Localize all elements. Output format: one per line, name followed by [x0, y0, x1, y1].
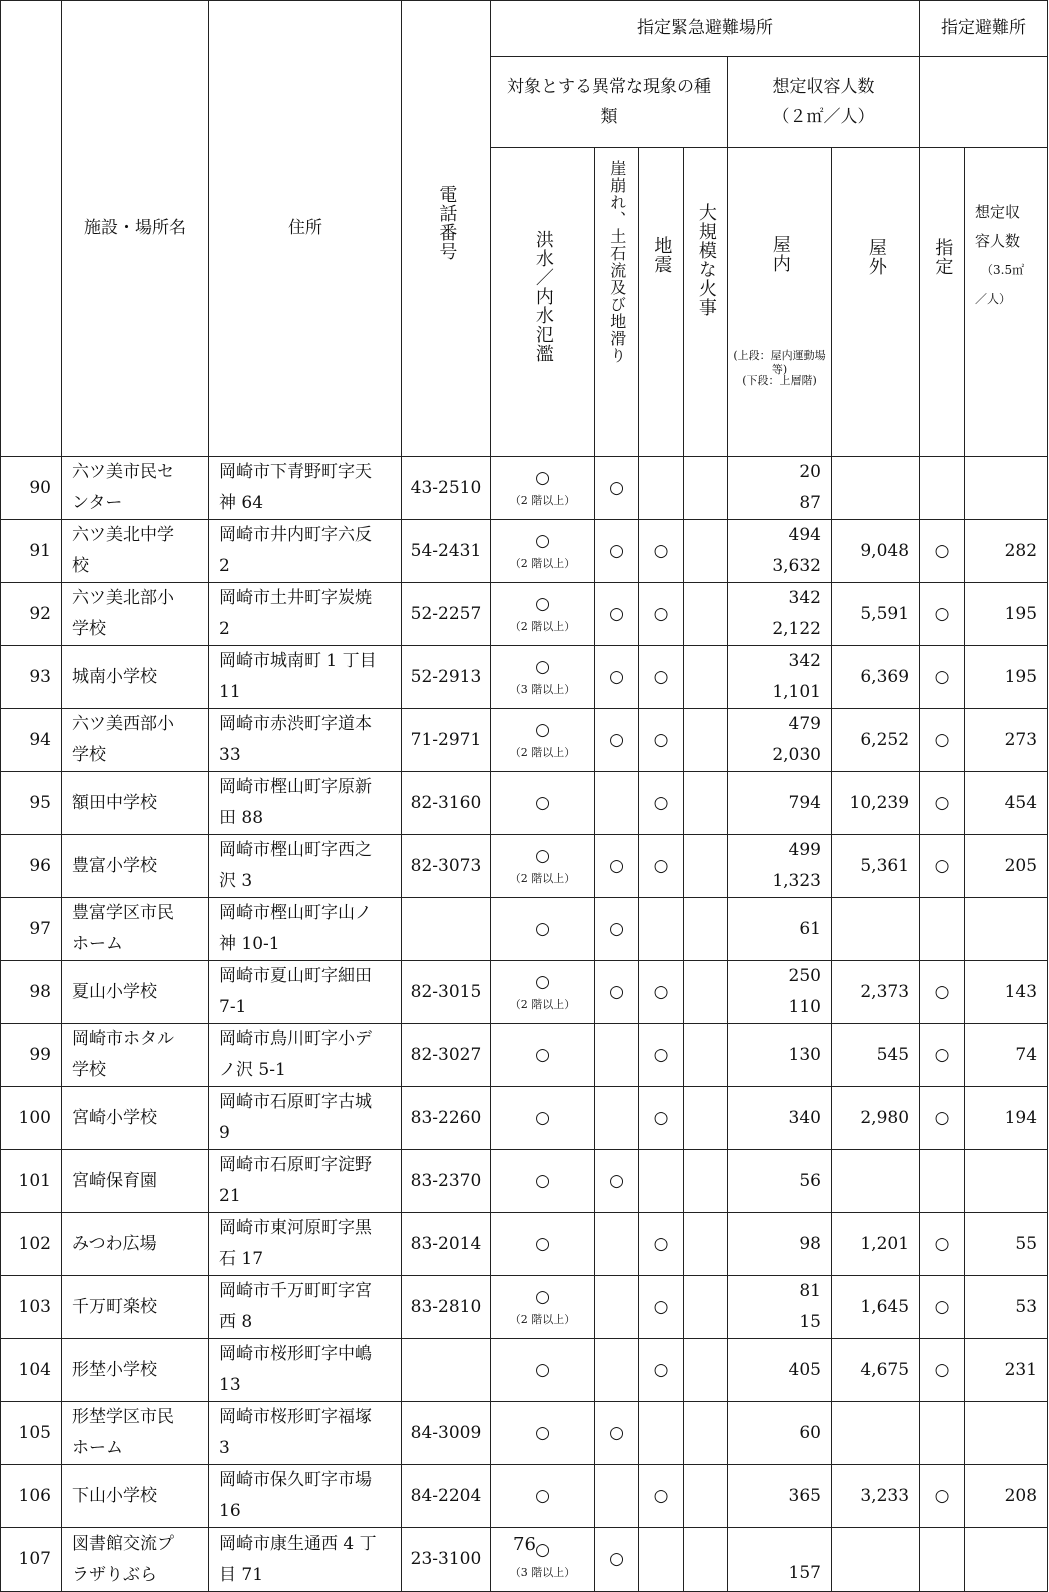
landslide-mark [595, 772, 639, 835]
facility-address: 岡崎市東河原町字黒 石 17 [209, 1213, 402, 1276]
flood-mark: ○ [491, 1402, 595, 1465]
outdoor-capacity: 4,675 [832, 1339, 920, 1402]
earthquake-mark [639, 1150, 684, 1213]
outdoor-capacity: 9,048 [832, 520, 920, 583]
facility-name: 岡崎市ホタル 学校 [62, 1024, 209, 1087]
phone-number: 71-2971 [402, 709, 491, 772]
table-row [1, 961, 1048, 1024]
landslide-mark: ○ [595, 1528, 639, 1592]
flood-mark: ○ （2 階以上） [491, 961, 595, 1024]
designated-mark: ○ [920, 1024, 965, 1087]
row-number: 92 [1, 583, 62, 646]
designated-mark: ○ [920, 961, 965, 1024]
facility-name: 宮崎小学校 [62, 1087, 209, 1150]
row-number: 93 [1, 646, 62, 709]
landslide-mark: ○ [595, 961, 639, 1024]
facility-name: 下山小学校 [62, 1465, 209, 1528]
phone-number: 83-2260 [402, 1087, 491, 1150]
designated-mark: ○ [920, 520, 965, 583]
table-row [1, 520, 1048, 583]
header-outdoor: 屋外 [832, 148, 920, 457]
earthquake-mark [639, 457, 684, 520]
outdoor-capacity: 5,361 [832, 835, 920, 898]
phone-number: 43-2510 [402, 457, 491, 520]
designated-mark: ○ [920, 1087, 965, 1150]
table-row [1, 457, 1048, 520]
header-capacity: 想定収容人数 （２㎡／人） [728, 57, 920, 148]
earthquake-mark: ○ [639, 1024, 684, 1087]
flood-mark: ○ [491, 1465, 595, 1528]
outdoor-capacity: 10,239 [832, 772, 920, 835]
shelter-capacity: 231 [965, 1339, 1048, 1402]
table-row [1, 772, 1048, 835]
facility-address: 岡崎市赤渋町字道本 33 [209, 709, 402, 772]
indoor-capacity: 81 15 [728, 1276, 832, 1339]
outdoor-capacity [832, 1150, 920, 1213]
earthquake-mark [639, 1402, 684, 1465]
earthquake-mark: ○ [639, 1276, 684, 1339]
indoor-capacity: 342 2,122 [728, 583, 832, 646]
earthquake-mark: ○ [639, 1339, 684, 1402]
earthquake-mark: ○ [639, 1465, 684, 1528]
earthquake-mark: ○ [639, 520, 684, 583]
shelter-capacity: 208 [965, 1465, 1048, 1528]
flood-mark: ○ [491, 1087, 595, 1150]
facility-address: 岡崎市樫山町字原新 田 88 [209, 772, 402, 835]
table-row [1, 583, 1048, 646]
fire-mark [684, 1402, 728, 1465]
earthquake-mark: ○ [639, 772, 684, 835]
indoor-capacity: 56 [728, 1150, 832, 1213]
flood-mark: ○ [491, 1024, 595, 1087]
row-number: 103 [1, 1276, 62, 1339]
indoor-capacity: 98 [728, 1213, 832, 1276]
shelter-capacity: 273 [965, 709, 1048, 772]
outdoor-capacity: 5,591 [832, 583, 920, 646]
header-address: 住所 [209, 1, 402, 457]
flood-mark: ○ （3 階以上） [491, 1528, 595, 1592]
header-emergency-site: 指定緊急避難場所 [491, 1, 920, 57]
flood-mark: ○ [491, 1213, 595, 1276]
designated-mark: ○ [920, 1465, 965, 1528]
landslide-mark [595, 1213, 639, 1276]
shelter-capacity: 194 [965, 1087, 1048, 1150]
phone-number: 84-3009 [402, 1402, 491, 1465]
earthquake-mark: ○ [639, 1213, 684, 1276]
designated-mark: ○ [920, 835, 965, 898]
fire-mark [684, 1465, 728, 1528]
phone-number [402, 1339, 491, 1402]
facility-name: 六ツ美北部小 学校 [62, 583, 209, 646]
outdoor-capacity: 3,233 [832, 1465, 920, 1528]
fire-mark [684, 1024, 728, 1087]
fire-mark [684, 1150, 728, 1213]
flood-mark: ○ （2 階以上） [491, 457, 595, 520]
facility-name: 六ツ美西部小 学校 [62, 709, 209, 772]
facility-name: 宮崎保育園 [62, 1150, 209, 1213]
table-row [1, 1339, 1048, 1402]
fire-mark [684, 961, 728, 1024]
indoor-capacity: 342 1,101 [728, 646, 832, 709]
earthquake-mark: ○ [639, 646, 684, 709]
flood-mark: ○ （2 階以上） [491, 520, 595, 583]
flood-mark: ○ （2 階以上） [491, 709, 595, 772]
shelter-capacity [965, 898, 1048, 961]
shelter-capacity [965, 1402, 1048, 1465]
indoor-capacity: 365 [728, 1465, 832, 1528]
table-row [1, 1024, 1048, 1087]
phone-number: 82-3160 [402, 772, 491, 835]
fire-mark [684, 1339, 728, 1402]
outdoor-capacity: 6,369 [832, 646, 920, 709]
facility-address: 岡崎市千万町町字宮 西 8 [209, 1276, 402, 1339]
landslide-mark: ○ [595, 709, 639, 772]
header-fire: 大規模な火事 [684, 148, 728, 457]
row-number: 101 [1, 1150, 62, 1213]
indoor-capacity: 794 [728, 772, 832, 835]
designated-mark [920, 1402, 965, 1465]
outdoor-capacity: 1,201 [832, 1213, 920, 1276]
header-earthquake: 地震 [639, 148, 684, 457]
phone-number: 83-2014 [402, 1213, 491, 1276]
row-number: 91 [1, 520, 62, 583]
phone-number: 54-2431 [402, 520, 491, 583]
header-designated: 指定 [920, 148, 965, 457]
row-number: 98 [1, 961, 62, 1024]
phone-number: 84-2204 [402, 1465, 491, 1528]
phone-number: 82-3015 [402, 961, 491, 1024]
facility-address: 岡崎市城南町 1 丁目 11 [209, 646, 402, 709]
flood-mark: ○ [491, 772, 595, 835]
landslide-mark: ○ [595, 1402, 639, 1465]
landslide-mark: ○ [595, 1150, 639, 1213]
shelter-capacity: 55 [965, 1213, 1048, 1276]
indoor-capacity: 340 [728, 1087, 832, 1150]
row-number: 107 [1, 1528, 62, 1592]
row-number: 105 [1, 1402, 62, 1465]
facility-name: 夏山小学校 [62, 961, 209, 1024]
facility-address: 岡崎市樫山町字山ノ 神 10-1 [209, 898, 402, 961]
facility-name: 図書館交流プ ラザりぶら [62, 1528, 209, 1592]
shelter-capacity: 195 [965, 583, 1048, 646]
facility-name: 豊富小学校 [62, 835, 209, 898]
row-number: 104 [1, 1339, 62, 1402]
header-hazard-types: 対象とする異常な現象の種類 [491, 57, 728, 148]
fire-mark [684, 1213, 728, 1276]
shelter-capacity: 454 [965, 772, 1048, 835]
table-row [1, 1402, 1048, 1465]
landslide-mark [595, 1087, 639, 1150]
row-number: 106 [1, 1465, 62, 1528]
shelter-capacity: 205 [965, 835, 1048, 898]
header-number [1, 1, 62, 457]
indoor-capacity: 405 [728, 1339, 832, 1402]
row-number: 99 [1, 1024, 62, 1087]
phone-number: 82-3073 [402, 835, 491, 898]
outdoor-capacity: 1,645 [832, 1276, 920, 1339]
header-shelter-blank [920, 57, 1048, 148]
indoor-capacity: 494 3,632 [728, 520, 832, 583]
fire-mark [684, 583, 728, 646]
facility-name: 六ツ美北中学 校 [62, 520, 209, 583]
outdoor-capacity: 2,373 [832, 961, 920, 1024]
landslide-mark [595, 1024, 639, 1087]
designated-mark [920, 1150, 965, 1213]
earthquake-mark: ○ [639, 961, 684, 1024]
outdoor-capacity [832, 1402, 920, 1465]
landslide-mark: ○ [595, 520, 639, 583]
indoor-capacity: 60 [728, 1402, 832, 1465]
phone-number: 52-2257 [402, 583, 491, 646]
flood-mark: ○ [491, 1150, 595, 1213]
facility-address: 岡崎市井内町字六反 2 [209, 520, 402, 583]
shelter-capacity: 143 [965, 961, 1048, 1024]
facility-name: 城南小学校 [62, 646, 209, 709]
designated-mark: ○ [920, 1339, 965, 1402]
row-number: 96 [1, 835, 62, 898]
facility-name: みつわ広場 [62, 1213, 209, 1276]
phone-number: 83-2370 [402, 1150, 491, 1213]
header-landslide: 崖崩れ、土石流及び地滑り [595, 148, 639, 457]
landslide-mark: ○ [595, 583, 639, 646]
earthquake-mark: ○ [639, 1087, 684, 1150]
table-row [1, 1465, 1048, 1528]
landslide-mark: ○ [595, 457, 639, 520]
table-row [1, 1276, 1048, 1339]
shelter-capacity: 53 [965, 1276, 1048, 1339]
indoor-capacity: 479 2,030 [728, 709, 832, 772]
shelter-capacity [965, 1150, 1048, 1213]
header-shelter-capacity: 想定収 容人数 （3.5㎡ ／人） [965, 148, 1048, 457]
facility-name: 千万町楽校 [62, 1276, 209, 1339]
indoor-capacity: 250 110 [728, 961, 832, 1024]
designated-mark: ○ [920, 709, 965, 772]
facility-address: 岡崎市土井町字炭焼 2 [209, 583, 402, 646]
facility-address: 岡崎市樫山町字西之 沢 3 [209, 835, 402, 898]
outdoor-capacity: 6,252 [832, 709, 920, 772]
fire-mark [684, 1087, 728, 1150]
indoor-capacity: 499 1,323 [728, 835, 832, 898]
designated-mark [920, 898, 965, 961]
facility-address: 岡崎市下青野町字天 神 64 [209, 457, 402, 520]
phone-number [402, 898, 491, 961]
outdoor-capacity [832, 457, 920, 520]
earthquake-mark: ○ [639, 583, 684, 646]
table-row [1, 1150, 1048, 1213]
landslide-mark: ○ [595, 898, 639, 961]
facility-name: 六ツ美市民セ ンター [62, 457, 209, 520]
facility-address: 岡崎市桜形町字中嶋 13 [209, 1339, 402, 1402]
table-row [1, 709, 1048, 772]
header-indoor: 屋内 (上段：屋内運動場等) (下段：上層階) [728, 148, 832, 457]
table-row [1, 1087, 1048, 1150]
designated-mark: ○ [920, 1276, 965, 1339]
flood-mark: ○ （2 階以上） [491, 835, 595, 898]
fire-mark [684, 772, 728, 835]
facility-name: 形埜学区市民 ホーム [62, 1402, 209, 1465]
flood-mark: ○ （3 階以上） [491, 646, 595, 709]
indoor-capacity: 157 [728, 1528, 832, 1592]
row-number: 95 [1, 772, 62, 835]
table-row [1, 898, 1048, 961]
facility-address: 岡崎市鳥川町字小デ ノ沢 5-1 [209, 1024, 402, 1087]
flood-mark: ○ （2 階以上） [491, 1276, 595, 1339]
landslide-mark [595, 1465, 639, 1528]
earthquake-mark: ○ [639, 709, 684, 772]
landslide-mark: ○ [595, 646, 639, 709]
table-row [1, 1213, 1048, 1276]
row-number: 97 [1, 898, 62, 961]
landslide-mark [595, 1339, 639, 1402]
header-facility-name: 施設・場所名 [62, 1, 209, 457]
shelter-capacity: 282 [965, 520, 1048, 583]
facility-name: 豊富学区市民 ホーム [62, 898, 209, 961]
facility-address: 岡崎市桜形町字福塚 3 [209, 1402, 402, 1465]
designated-mark: ○ [920, 583, 965, 646]
fire-mark [684, 835, 728, 898]
shelter-capacity: 74 [965, 1024, 1048, 1087]
designated-mark [920, 457, 965, 520]
phone-number: 83-2810 [402, 1276, 491, 1339]
facility-name: 形埜小学校 [62, 1339, 209, 1402]
facility-address: 岡崎市保久町字市場 16 [209, 1465, 402, 1528]
flood-mark: ○ [491, 1339, 595, 1402]
facility-address: 岡崎市石原町字古城 9 [209, 1087, 402, 1150]
fire-mark [684, 709, 728, 772]
designated-mark: ○ [920, 772, 965, 835]
phone-number: 23-3100 [402, 1528, 491, 1592]
earthquake-mark [639, 898, 684, 961]
table-row [1, 835, 1048, 898]
phone-number: 82-3027 [402, 1024, 491, 1087]
facility-address: 岡崎市康生通西 4 丁 目 71 [209, 1528, 402, 1592]
facility-name: 額田中学校 [62, 772, 209, 835]
outdoor-capacity [832, 898, 920, 961]
designated-mark: ○ [920, 1213, 965, 1276]
flood-mark: ○ （2 階以上） [491, 583, 595, 646]
designated-mark: ○ [920, 646, 965, 709]
fire-mark [684, 520, 728, 583]
facility-address: 岡崎市石原町字淀野 21 [209, 1150, 402, 1213]
page-number: 76 [513, 1534, 536, 1555]
row-number: 94 [1, 709, 62, 772]
earthquake-mark: ○ [639, 835, 684, 898]
row-number: 90 [1, 457, 62, 520]
fire-mark [684, 457, 728, 520]
header-flood: 洪水／内水氾濫 [491, 148, 595, 457]
outdoor-capacity: 545 [832, 1024, 920, 1087]
outdoor-capacity: 2,980 [832, 1087, 920, 1150]
phone-number: 52-2913 [402, 646, 491, 709]
facility-address: 岡崎市夏山町字細田 7-1 [209, 961, 402, 1024]
header-shelter: 指定避難所 [920, 1, 1048, 57]
landslide-mark [595, 1276, 639, 1339]
flood-mark: ○ [491, 898, 595, 961]
fire-mark [684, 1276, 728, 1339]
row-number: 102 [1, 1213, 62, 1276]
shelter-capacity: 195 [965, 646, 1048, 709]
shelter-capacity [965, 457, 1048, 520]
row-number: 100 [1, 1087, 62, 1150]
indoor-capacity: 61 [728, 898, 832, 961]
table-row [1, 646, 1048, 709]
header-phone: 電話番号 [402, 1, 491, 457]
fire-mark [684, 898, 728, 961]
fire-mark [684, 646, 728, 709]
indoor-capacity: 130 [728, 1024, 832, 1087]
indoor-capacity: 20 87 [728, 457, 832, 520]
landslide-mark: ○ [595, 835, 639, 898]
